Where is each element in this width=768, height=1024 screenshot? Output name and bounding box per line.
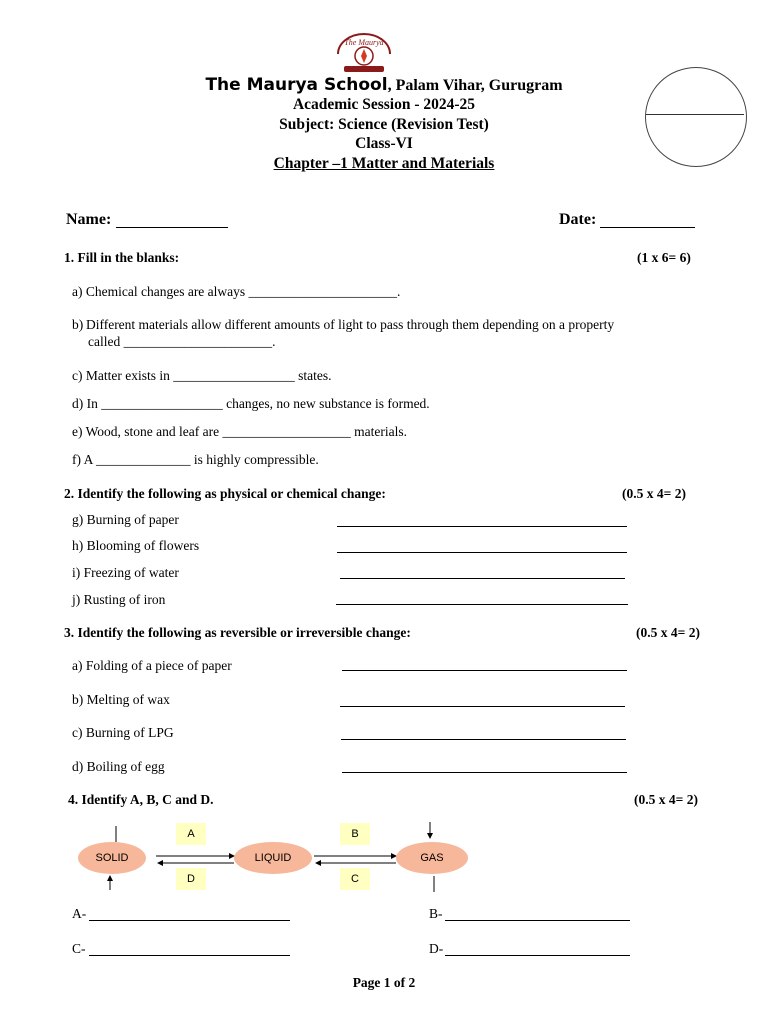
- q3-item-d: d) Boiling of egg: [72, 759, 165, 774]
- q3-answer-line-a[interactable]: [342, 670, 627, 671]
- label-a: A: [176, 823, 206, 845]
- q3-item-c: c) Burning of LPG: [72, 725, 174, 740]
- name-label: Name:: [66, 211, 112, 228]
- answer-a-line[interactable]: [89, 920, 290, 921]
- q1-item-f: f) A ______________ is highly compressible.: [72, 452, 319, 467]
- marks-oval: [645, 67, 747, 167]
- answer-c-line[interactable]: [89, 955, 290, 956]
- node-solid: SOLID: [78, 842, 146, 874]
- name-field[interactable]: [116, 227, 228, 228]
- node-gas: GAS: [396, 842, 468, 874]
- q1-item-b-cont: called ______________________.: [88, 334, 276, 349]
- q2-item-i: i) Freezing of water: [72, 565, 179, 580]
- school-logo: [332, 32, 396, 76]
- question-2-title: 2. Identify the following as physical or chemical change:: [64, 486, 386, 501]
- question-2-marks: (0.5 x 4= 2): [622, 486, 686, 501]
- q2-answer-line-g[interactable]: [337, 526, 627, 527]
- question-1-title: 1. Fill in the blanks:: [64, 250, 180, 265]
- date-label: Date:: [559, 211, 597, 228]
- marks-oval-divider: [646, 114, 744, 115]
- label-b: B: [340, 823, 370, 845]
- node-liquid: LIQUID: [234, 842, 312, 874]
- q3-answer-line-c[interactable]: [341, 739, 626, 740]
- answer-d-label: D-: [429, 941, 444, 956]
- q2-answer-line-i[interactable]: [340, 578, 625, 579]
- q2-item-g: g) Burning of paper: [72, 512, 179, 527]
- answer-d-line[interactable]: [445, 955, 630, 956]
- answer-a-label: A-: [72, 906, 87, 921]
- q3-item-a: a) Folding of a piece of paper: [72, 658, 232, 673]
- subject-title: Subject: Science (Revision Test): [279, 116, 489, 133]
- answer-b-label: B-: [429, 906, 443, 921]
- academic-session: Academic Session - 2024-25: [292, 96, 476, 113]
- q2-answer-line-j[interactable]: [336, 604, 628, 605]
- question-1-marks: (1 x 6= 6): [637, 250, 691, 265]
- class-label: Class-VI: [355, 135, 413, 152]
- answer-b-line[interactable]: [445, 920, 630, 921]
- question-3-title: 3. Identify the following as reversible or irreversible change:: [64, 625, 411, 640]
- q1-item-b: b) Different materials allow different amounts of light to pass through them depending on a property: [72, 317, 615, 332]
- q1-item-a: a) Chemical changes are always ______________________.: [72, 284, 401, 299]
- q2-item-j: j) Rusting of iron: [72, 592, 166, 607]
- label-d: D: [176, 868, 206, 890]
- q2-item-h: h) Blooming of flowers: [72, 538, 200, 553]
- date-field[interactable]: [600, 227, 695, 228]
- q1-item-c: c) Matter exists in __________________ states.: [72, 368, 332, 383]
- answer-c-label: C-: [72, 941, 86, 956]
- question-3-marks: (0.5 x 4= 2): [636, 625, 700, 640]
- q1-item-d: d) In __________________ changes, no new substance is formed.: [72, 396, 430, 411]
- q3-answer-line-d[interactable]: [342, 772, 627, 773]
- q1-item-e: e) Wood, stone and leaf are ___________________ materials.: [72, 424, 407, 439]
- question-4-title: 4. Identify A, B, C and D.: [68, 792, 214, 807]
- label-c: C: [340, 868, 370, 890]
- chapter-title: Chapter –1 Matter and Materials: [273, 155, 495, 172]
- svg-text:The Maurya: The Maurya: [344, 38, 384, 47]
- page-footer: Page 1 of 2: [352, 975, 416, 990]
- question-4-marks: (0.5 x 4= 2): [634, 792, 698, 807]
- school-title: The Maurya School, Palam Vihar, Gurugram: [205, 75, 563, 95]
- q2-answer-line-h[interactable]: [337, 552, 627, 553]
- q3-answer-line-b[interactable]: [340, 706, 625, 707]
- q3-item-b: b) Melting of wax: [72, 692, 170, 707]
